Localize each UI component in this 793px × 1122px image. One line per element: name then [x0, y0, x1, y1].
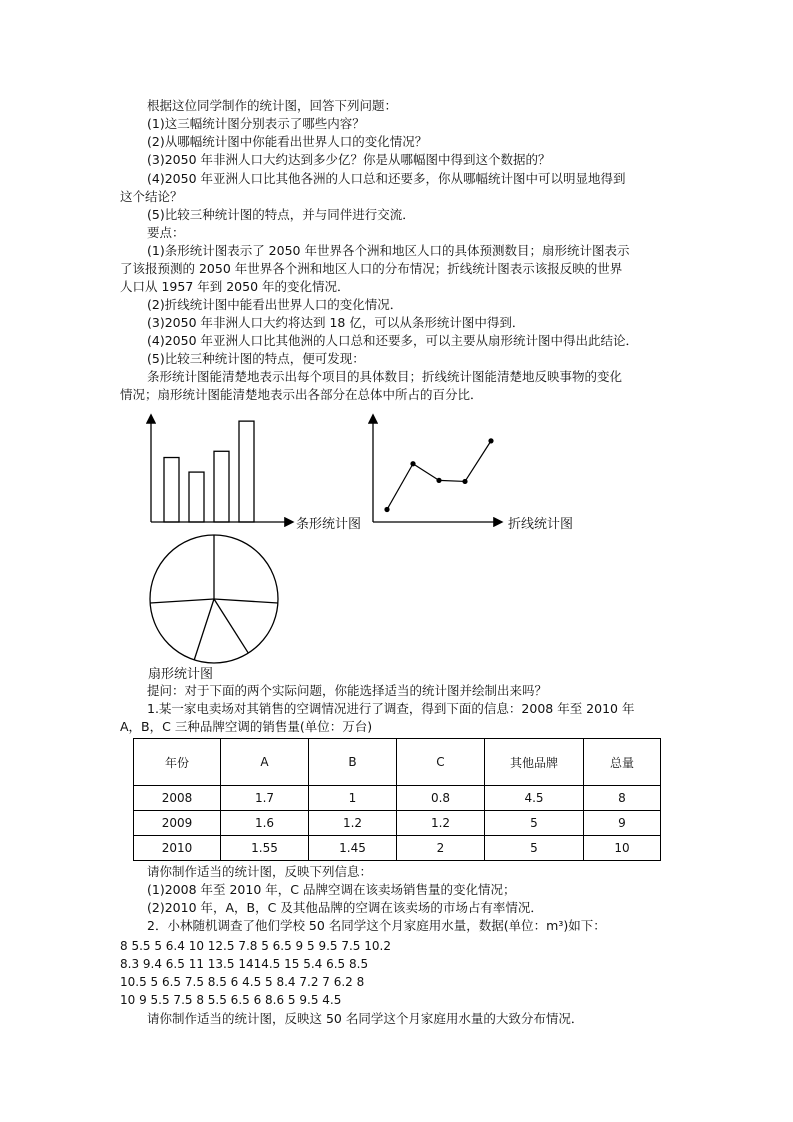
table-cell: 1.55 — [221, 836, 309, 861]
question-3: (3)2050 年非洲人口大约达到多少亿？你是从哪幅图中得到这个数据的？ — [147, 152, 551, 167]
table-cell: 1.6 — [221, 811, 309, 836]
line-segment — [413, 464, 439, 481]
line-point — [462, 479, 467, 484]
table-row — [134, 811, 661, 836]
point-1-line-2: 了该报预测的 2050 年世界各个洲和地区人口的分布情况；折线统计图表示该报反映的世界 — [120, 261, 623, 276]
question-2: (2)从哪幅统计图中你能看出世界人口的变化情况？ — [147, 134, 428, 149]
line-point — [410, 461, 415, 466]
line-segment — [439, 480, 465, 481]
table-header-row — [134, 739, 661, 786]
intro-title: 根据这位同学制作的统计图，回答下列问题： — [147, 98, 398, 113]
table-cell: 9 — [584, 811, 661, 836]
table-row — [134, 836, 661, 861]
data-line-3: 10.5 5 6.5 7.5 8.5 6 4.5 5 8.4 7.2 7 6.2 8 — [120, 975, 365, 989]
bar-mark — [189, 472, 204, 522]
point-2: (2)折线统计图中能看出世界人口的变化情况． — [147, 297, 403, 312]
point-1-line-1: (1)条形统计图表示了 2050 年世界各个洲和地区人口的具体预测数目；扇形统计图表示 — [147, 243, 630, 258]
table-cell: 2 — [397, 836, 485, 861]
data-line-1: 8 5.5 5 6.4 10 12.5 7.8 5 6.5 9 5 9.5 7.5 10.2 — [120, 939, 391, 953]
table-header-cell: 其他品牌 — [485, 739, 584, 786]
table-row — [134, 786, 661, 811]
point-6-line-1: 条形统计图能清楚地表示出每个项目的具体数目；折线统计图能清楚地反映事物的变化 — [147, 369, 623, 384]
point-3: (3)2050 年非洲人口大约将达到 18 亿，可以从条形统计图中得到． — [147, 315, 525, 330]
table-cell: 0.8 — [397, 786, 485, 811]
bar-chart — [142, 412, 302, 527]
instruction: 请你制作适当的统计图，反映下列信息： — [147, 864, 373, 879]
question-5: (5)比较三种统计图的特点，并与同伴进行交流． — [147, 207, 415, 222]
sales-table — [133, 738, 661, 861]
point-6-line-2: 情况；扇形统计图能清楚地表示出各部分在总体中所占的百分比． — [120, 387, 483, 402]
line-point — [384, 507, 389, 512]
line-point — [488, 438, 493, 443]
table-header-cell: B — [309, 739, 397, 786]
pie-chart-label: 扇形统计图 — [148, 667, 214, 682]
pie-slice-edge — [150, 599, 214, 603]
table-cell: 2009 — [134, 811, 221, 836]
pie-slice-edge — [214, 599, 248, 653]
question-1-line-1: 1.某一家电卖场对其销售的空调情况进行了调查，得到下面的信息：2008 年至 2010 年 — [147, 701, 635, 716]
line-segment — [465, 441, 491, 482]
table-cell: 5 — [485, 811, 584, 836]
table-header-cell: 年份 — [134, 739, 221, 786]
pie-slice-edge — [194, 599, 214, 660]
question-1: (1)这三幅统计图分别表示了哪些内容？ — [147, 116, 365, 131]
line-chart — [363, 412, 508, 527]
table-cell: 10 — [584, 836, 661, 861]
table-cell: 1.2 — [397, 811, 485, 836]
table-header-cell: 总量 — [584, 739, 661, 786]
table-header-cell: A — [221, 739, 309, 786]
question-4-line-1: (4)2050 年亚洲人口比其他各洲的人口总和还要多，你从哪幅统计图中可以明显地得到 — [147, 171, 626, 186]
table-cell: 1.7 — [221, 786, 309, 811]
table-cell: 8 — [584, 786, 661, 811]
table-cell: 1 — [309, 786, 397, 811]
bar-mark — [164, 458, 179, 522]
points-heading: 要点： — [147, 225, 185, 240]
line-point — [436, 478, 441, 483]
problem-2: 2．小林随机调查了他们学校 50 名同学这个月家庭用水量，数据(单位：m³)如下： — [147, 918, 606, 933]
question-1-line-2: A，B，C 三种品牌空调的销售量(单位：万台) — [120, 719, 373, 734]
question-4-line-2: 这个结论？ — [120, 189, 183, 204]
pie-chart — [147, 536, 281, 662]
point-5: (5)比较三种统计图的特点，便可发现： — [147, 351, 365, 366]
table-cell: 2008 — [134, 786, 221, 811]
bar-mark — [214, 451, 229, 522]
table-cell: 1.2 — [309, 811, 397, 836]
bar-mark — [239, 421, 254, 522]
table-cell: 4.5 — [485, 786, 584, 811]
table-cell: 1.45 — [309, 836, 397, 861]
point-4: (4)2050 年亚洲人口比其他洲的人口总和还要多，可以主要从扇形统计图中得出此结论． — [147, 333, 638, 348]
line-segment — [387, 464, 413, 510]
data-line-2: 8.3 9.4 6.5 11 13.5 1414.5 15 5.4 6.5 8.5 — [120, 957, 369, 971]
pie-slice-edge — [214, 599, 278, 603]
requirement-1: (1)2008 年至 2010 年，C 品牌空调在该卖场销售量的变化情况； — [147, 882, 516, 897]
table-cell: 5 — [485, 836, 584, 861]
bar-chart-label: 条形统计图 — [296, 517, 362, 532]
requirement-2: (2)2010 年，A，B，C 及其他品牌的空调在该卖场的市场占有率情况． — [147, 900, 543, 915]
table-header-cell: C — [397, 739, 485, 786]
line-chart-label: 折线统计图 — [508, 517, 574, 532]
final-instruction: 请你制作适当的统计图，反映这 50 名同学这个月家庭用水量的大致分布情况． — [147, 1011, 584, 1026]
data-line-4: 10 9 5.5 7.5 8 5.5 6.5 6 8.6 5 9.5 4.5 — [120, 993, 342, 1007]
question-prompt: 提问：对于下面的两个实际问题，你能选择适当的统计图并绘制出来吗？ — [147, 683, 548, 698]
table-cell: 2010 — [134, 836, 221, 861]
point-1-line-3: 人口从 1957 年到 2050 年的变化情况． — [120, 279, 350, 294]
